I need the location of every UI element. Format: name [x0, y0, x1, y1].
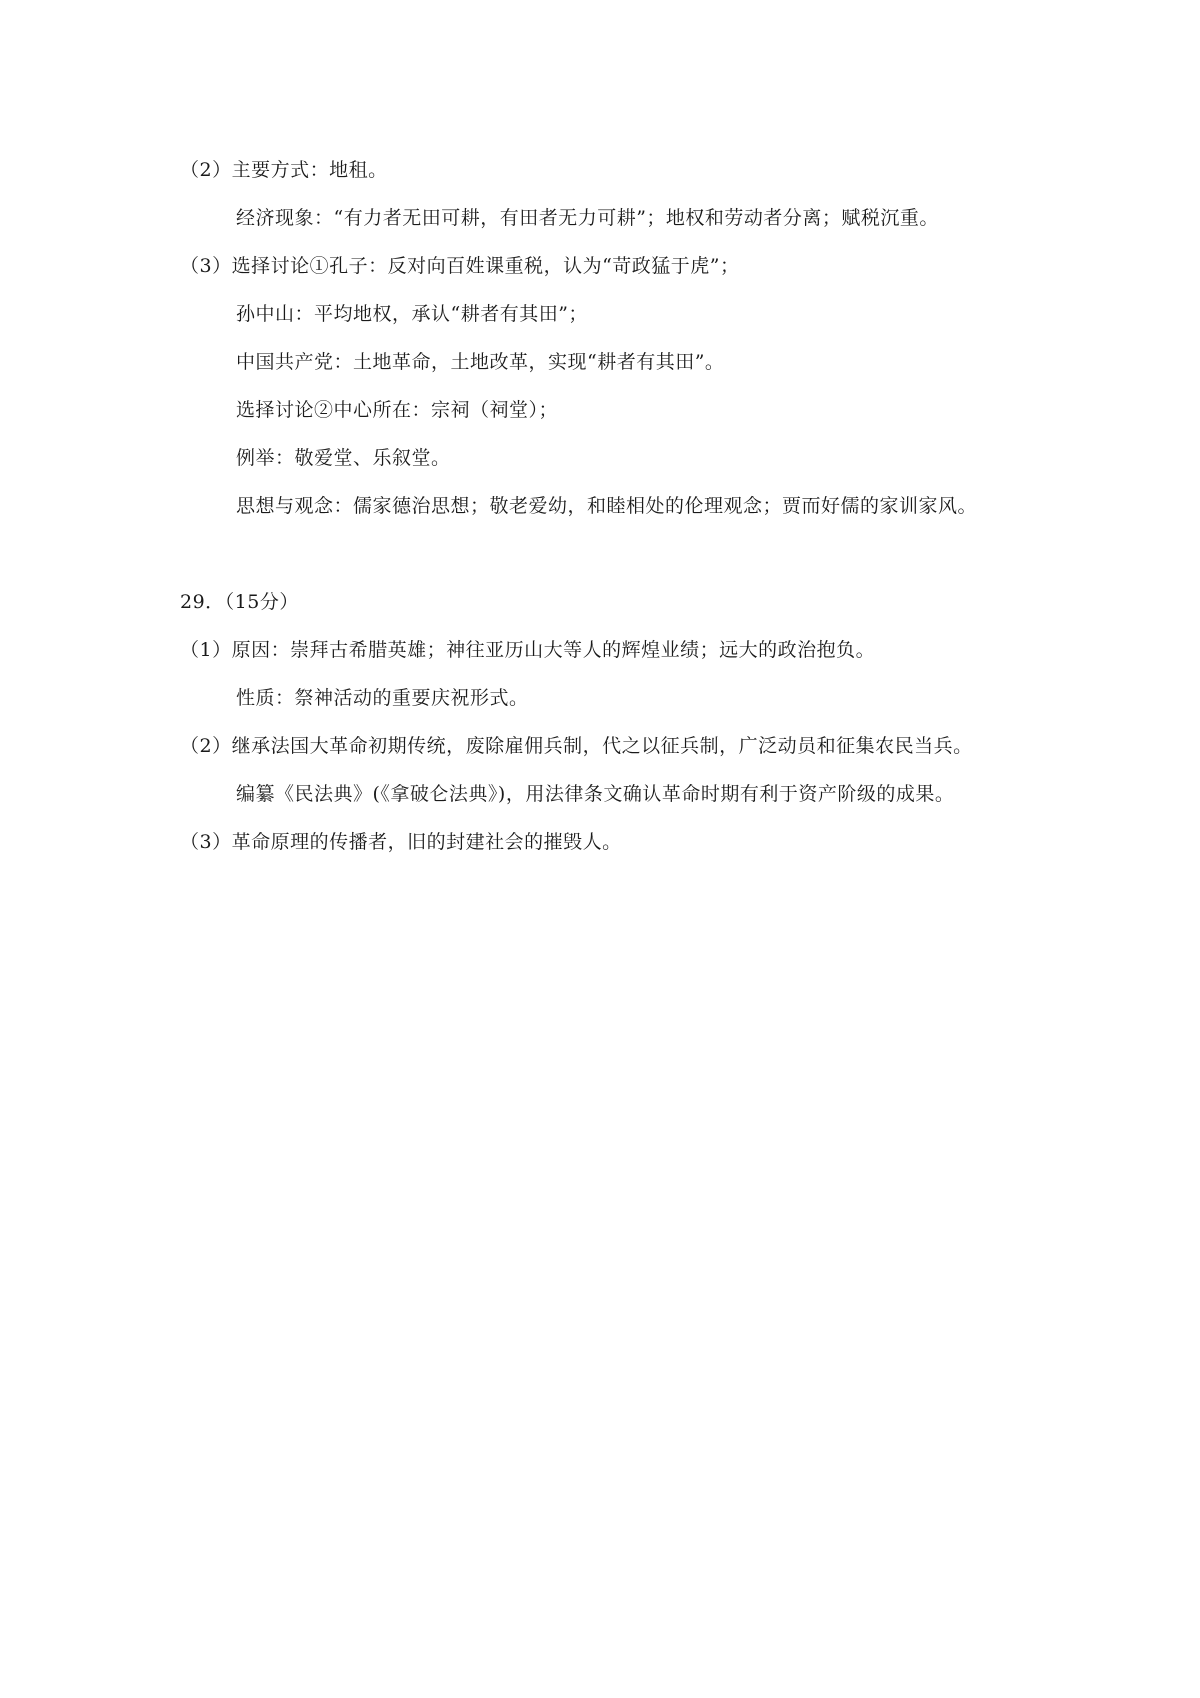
q28-part3-ccp: 中国共产党：土地革命，土地改革，实现“耕者有其田”。: [236, 351, 725, 373]
q29-part2-civil-code: 编纂《民法典》(《拿破仑法典》)，用法律条文确认革命时期有利于资产阶级的成果。: [236, 783, 955, 805]
q28-part2-economic-phenomena: 经济现象：“有力者无田可耕，有田者无力可耕”；地权和劳动者分离；赋税沉重。: [236, 207, 939, 229]
q28-part3-sun-yat-sen: 孙中山：平均地权，承认“耕者有其田”；: [236, 303, 588, 325]
q29-heading: 29．（15分）: [180, 591, 299, 613]
q28-part2-main-method: （2）主要方式：地租。: [180, 159, 388, 181]
q29-part3: （3）革命原理的传播者，旧的封建社会的摧毁人。: [180, 831, 622, 853]
q28-part3-confucius: （3）选择讨论①孔子：反对向百姓课重税，认为“苛政猛于虎”；: [180, 255, 740, 277]
q28-part3-thought: 思想与观念：儒家德治思想；敬老爱幼，和睦相处的伦理观念；贾而好儒的家训家风。: [236, 495, 978, 517]
q28-part3-center: 选择讨论②中心所在：宗祠（祠堂）；: [236, 399, 559, 421]
q29-part2-military: （2）继承法国大革命初期传统，废除雇佣兵制，代之以征兵制，广泛动员和征集农民当兵。: [180, 735, 973, 757]
q29-part1-reason: （1）原因：崇拜古希腊英雄；神往亚历山大等人的辉煌业绩；远大的政治抱负。: [180, 639, 876, 661]
q29-part1-nature: 性质：祭神活动的重要庆祝形式。: [236, 687, 529, 709]
q28-part3-example: 例举：敬爱堂、乐叙堂。: [236, 447, 451, 469]
